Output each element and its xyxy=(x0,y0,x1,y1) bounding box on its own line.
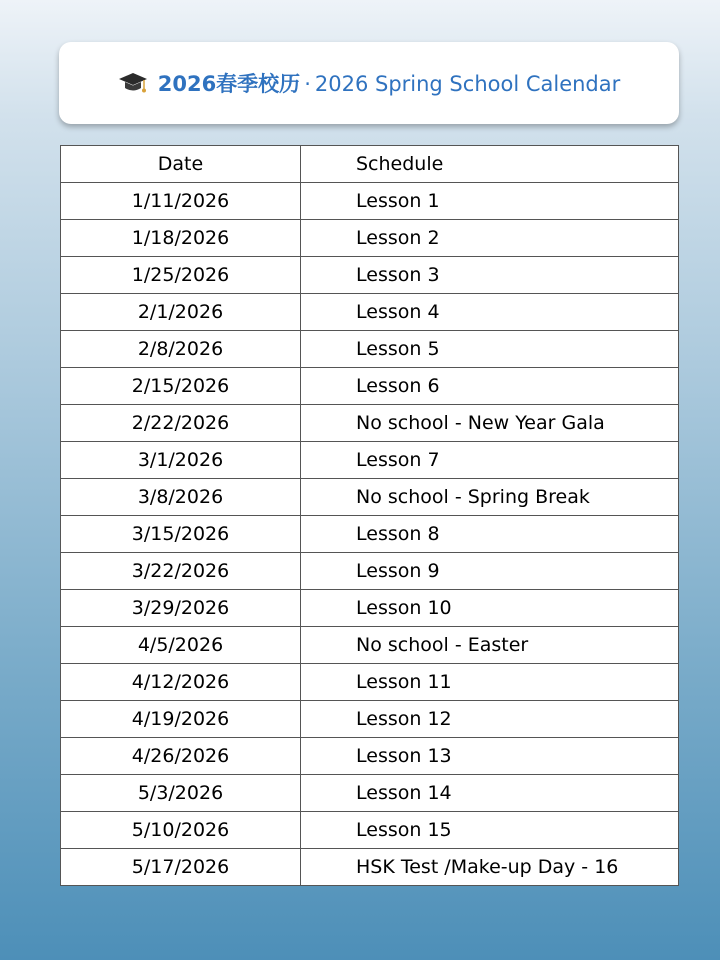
schedule-cell: Lesson 3 xyxy=(301,257,679,294)
table-row xyxy=(61,479,679,516)
column-header-date: Date xyxy=(61,146,301,183)
table-row xyxy=(61,183,679,220)
date-cell: 2/8/2026 xyxy=(61,331,301,368)
date-cell: 5/17/2026 xyxy=(61,849,301,886)
table-row xyxy=(61,738,679,775)
table-row xyxy=(61,627,679,664)
schedule-cell: Lesson 5 xyxy=(301,331,679,368)
schedule-cell: Lesson 11 xyxy=(301,664,679,701)
title-separator: · xyxy=(304,72,311,96)
schedule-cell: No school - New Year Gala xyxy=(301,405,679,442)
graduation-cap-icon xyxy=(118,68,148,98)
table-row xyxy=(61,664,679,701)
schedule-cell: Lesson 2 xyxy=(301,220,679,257)
header-row xyxy=(61,146,679,183)
schedule-cell: Lesson 9 xyxy=(301,553,679,590)
date-cell: 3/1/2026 xyxy=(61,442,301,479)
table-row xyxy=(61,405,679,442)
title-cjk: 2026春季校历 xyxy=(157,72,301,96)
table-row xyxy=(61,294,679,331)
schedule-cell: Lesson 1 xyxy=(301,183,679,220)
date-cell: 3/22/2026 xyxy=(61,553,301,590)
schedule-cell: No school - Spring Break xyxy=(301,479,679,516)
date-cell: 4/26/2026 xyxy=(61,738,301,775)
schedule-cell: Lesson 7 xyxy=(301,442,679,479)
schedule-cell: Lesson 10 xyxy=(301,590,679,627)
table-row xyxy=(61,701,679,738)
date-cell: 4/19/2026 xyxy=(61,701,301,738)
table-row xyxy=(61,516,679,553)
table-row xyxy=(61,257,679,294)
schedule-cell: Lesson 15 xyxy=(301,812,679,849)
table-row xyxy=(61,220,679,257)
table-row xyxy=(61,331,679,368)
date-cell: 1/25/2026 xyxy=(61,257,301,294)
title-english: 2026 Spring School Calendar xyxy=(314,72,621,96)
schedule-cell: Lesson 4 xyxy=(301,294,679,331)
date-cell: 3/8/2026 xyxy=(61,479,301,516)
date-cell: 1/18/2026 xyxy=(61,220,301,257)
date-cell: 4/12/2026 xyxy=(61,664,301,701)
schedule-cell: Lesson 13 xyxy=(301,738,679,775)
table-row xyxy=(61,442,679,479)
schedule-cell: Lesson 12 xyxy=(301,701,679,738)
date-cell: 4/5/2026 xyxy=(61,627,301,664)
date-cell: 3/15/2026 xyxy=(61,516,301,553)
date-cell: 2/22/2026 xyxy=(61,405,301,442)
date-cell: 5/10/2026 xyxy=(61,812,301,849)
date-cell: 3/29/2026 xyxy=(61,590,301,627)
schedule-cell: Lesson 14 xyxy=(301,775,679,812)
date-cell: 5/3/2026 xyxy=(61,775,301,812)
column-header-schedule: Schedule xyxy=(301,146,679,183)
table-row xyxy=(61,775,679,812)
calendar-table xyxy=(60,145,679,886)
date-cell: 2/15/2026 xyxy=(61,368,301,405)
schedule-cell: Lesson 8 xyxy=(301,516,679,553)
date-cell: 2/1/2026 xyxy=(61,294,301,331)
table-row xyxy=(61,553,679,590)
date-cell: 1/11/2026 xyxy=(61,183,301,220)
page-title xyxy=(118,68,621,98)
schedule-cell: Lesson 6 xyxy=(301,368,679,405)
table-row xyxy=(61,812,679,849)
table-row xyxy=(61,849,679,886)
title-card xyxy=(59,42,679,124)
table-row xyxy=(61,590,679,627)
schedule-cell: HSK Test /Make-up Day - 16 xyxy=(301,849,679,886)
schedule-cell: No school - Easter xyxy=(301,627,679,664)
table-row xyxy=(61,368,679,405)
